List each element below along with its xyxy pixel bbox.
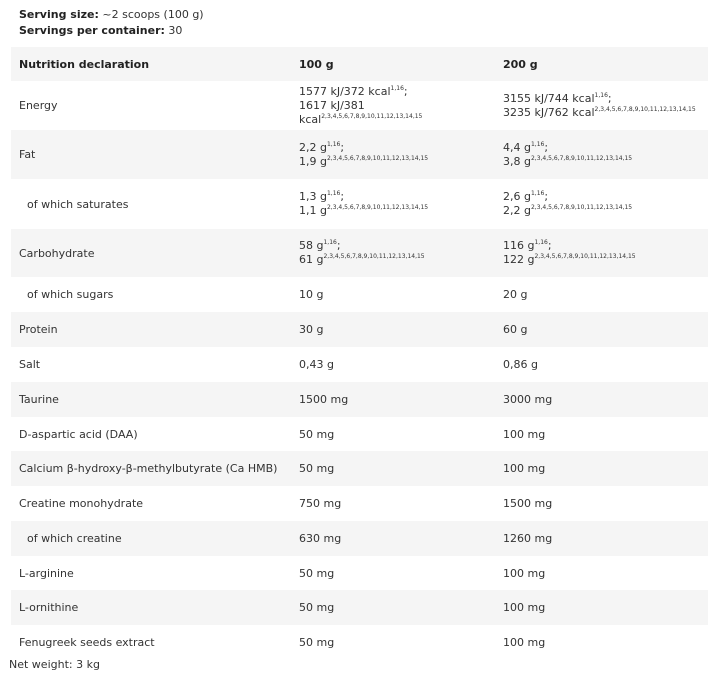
row-label: Energy [19,99,58,112]
value-line: 61 $g^{2,3,4,5,6,7,8,9,10,11,12,13,14,15}$ [299,253,425,266]
nutrition-table [11,47,708,660]
cell-200g: 100 mg [503,566,546,580]
value-line: 2,2 $g^{2,3,4,5,6,7,8,9,10,11,12,13,14,15}$ [503,204,633,217]
table-row-creatine [11,521,708,556]
table-row-l-arginine [11,556,708,590]
value-line: 1,9 $g^{2,3,4,5,6,7,8,9,10,11,12,13,14,15}$ [299,154,429,168]
value-line: 1,3 $g^{1,16}$; [299,190,345,203]
serving-size-line [19,7,204,23]
row-label: Protein [19,323,58,336]
cell-200g: 60 g [503,323,528,336]
row-label: Creatine monohydrate [19,497,144,510]
table-row-fat [11,130,708,179]
value-line: 1,1 $g^{2,3,4,5,6,7,8,9,10,11,12,13,14,15}$ [299,204,429,217]
cell-200g [495,179,708,229]
value-line: 3155 kJ/744 kcal$^{1,16}$; [503,91,612,105]
cell-100g: 50 mg [299,427,335,441]
serving-size-value: ~2 scoops (100 g) [102,8,204,21]
cell-200g: 100 mg [503,462,546,475]
value-line: 116 $g^{1,16}$; [503,239,552,252]
cell-100g: 50 mg [299,462,335,475]
row-label: D-aspartic acid (DAA) [19,427,138,441]
cell-100g: 0,43 g [299,358,334,371]
table-header-row [11,47,708,81]
table-row-energy [11,81,708,130]
table-row-carbohydrate [11,229,708,277]
cell-200g: 100 mg [503,636,546,649]
cell-200g: 3000 mg [503,393,553,406]
table-row-daa [11,417,708,451]
cell-100g [291,81,495,130]
value-line: 4,4 $g^{1,16}$; [503,140,549,154]
value-line: 122 $g^{2,3,4,5,6,7,8,9,10,11,12,13,14,15}$ [503,253,636,266]
cell-100g: 50 mg [299,636,335,649]
cell-200g [495,81,708,130]
value-line: 1577 kJ/372 kcal$^{1,16}$; [299,84,408,98]
cell-100g: 50 mg [299,601,335,614]
row-label: Calcium β-hydroxy-β-methylbutyrate (Ca HMB) [19,462,278,475]
table-row-taurine [11,382,708,417]
row-label: Fat [19,148,36,161]
value-line: 58 $g^{1,16}$; [299,239,341,252]
cell-200g: 20 g [503,288,528,301]
table-row-creatine-monohydrate [11,486,708,521]
row-label: Carbohydrate [19,246,95,260]
cell-100g: 10 g [299,288,324,301]
cell-200g: 0,86 g [503,358,538,371]
table-row-ca-hmb [11,451,708,486]
cell-100g [291,229,495,277]
header-200g: 200 g [503,57,538,71]
servings-per-container-line [19,23,204,39]
cell-200g [495,130,708,179]
row-label: Fenugreek seeds extract [19,636,155,649]
serving-info [19,7,204,39]
row-label: of which sugars [27,288,114,301]
cell-100g [291,130,495,179]
row-label: L-arginine [19,566,74,580]
table-row-sugars [11,277,708,312]
serving-size-label: Serving size: [19,8,99,21]
row-label: Salt [19,358,41,371]
value-line: 2,2 $g^{1,16}$; [299,140,345,154]
cell-100g: 50 mg [299,566,335,580]
servings-per-container-value: 30 [168,24,183,37]
cell-100g: 630 mg [299,532,342,545]
value-line: 3,8 $g^{2,3,4,5,6,7,8,9,10,11,12,13,14,15}$ [503,154,633,168]
header-nutrition-declaration: Nutrition declaration [19,57,150,71]
header-100g: 100 g [299,57,334,71]
cell-200g: 1500 mg [503,497,553,510]
cell-200g [495,229,708,277]
row-label: Taurine [19,393,59,406]
servings-per-container-label: Servings per container: [19,24,165,37]
table-row-fenugreek [11,625,708,660]
row-label: L-ornithine [19,601,79,614]
cell-100g: 750 mg [299,497,342,510]
row-label: of which saturates [27,197,129,211]
value-line: 2,6 $g^{1,16}$; [503,190,549,203]
cell-100g: 1500 mg [299,393,349,406]
value-line: 3235 kJ/762 kcal$^{2,3,4,5,6,7,8,9,10,11,12,13,14,15}$ [503,105,696,119]
cell-100g: 30 g [299,323,324,336]
table-row-salt [11,347,708,382]
net-weight: Net weight: 3 kg [9,658,100,671]
table-row-l-ornithine [11,590,708,625]
row-label: of which creatine [27,532,122,545]
table-row-saturates [11,179,708,229]
cell-200g: 1260 mg [503,532,553,545]
cell-100g [291,179,495,229]
cell-200g: 100 mg [503,427,546,441]
value-line: 1617 kJ/381 kcal$^{2,3,4,5,6,7,8,9,10,11,12,13,14,15}$ [299,98,423,126]
table-row-protein [11,312,708,347]
cell-200g: 100 mg [503,601,546,614]
